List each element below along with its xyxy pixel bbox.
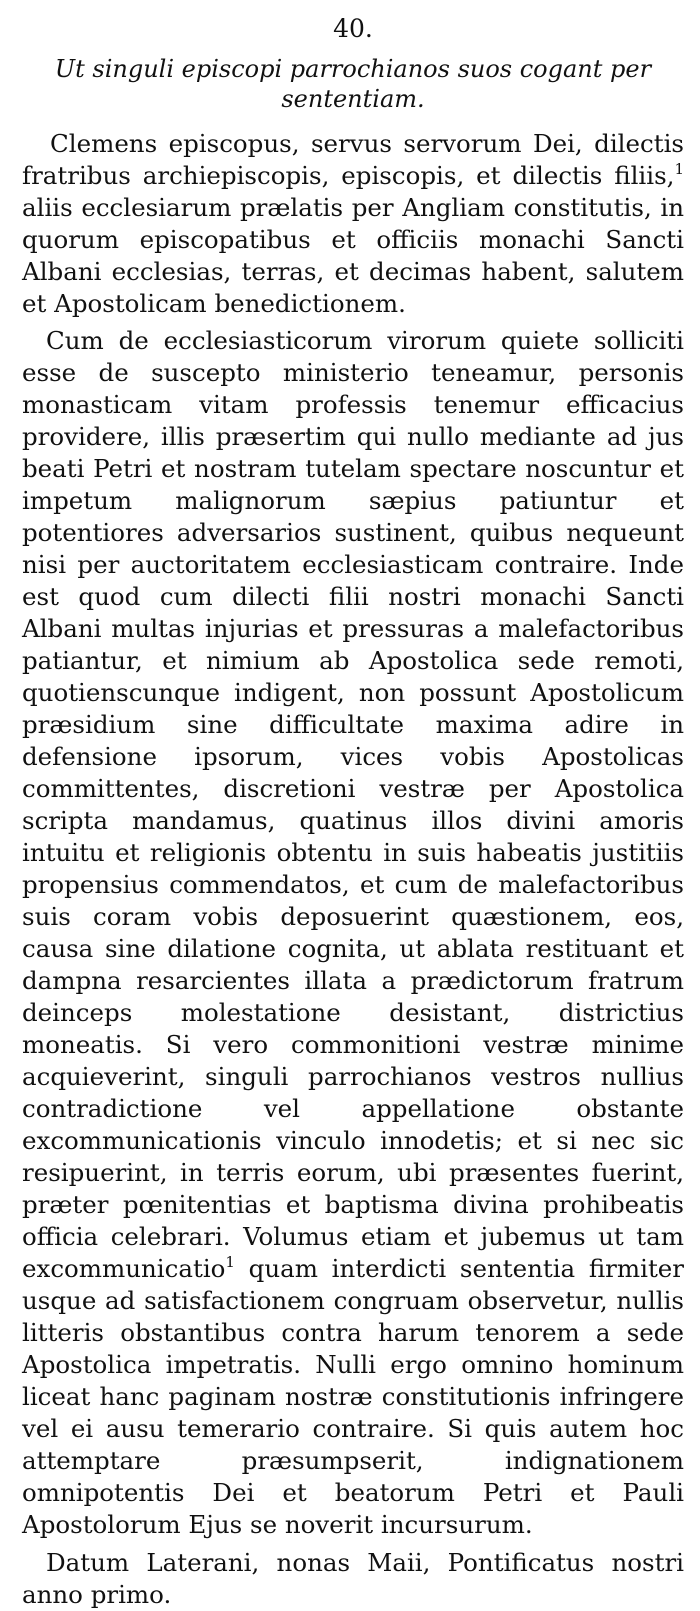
paragraph-text: quam interdicti sententia firmiter usque ad satisfactionem congruam observetur, nullis litteris obstantibus contra harum tenorem a sede Apostolica impetratis. Nulli ergo omnino hominum liceat hanc paginam nostræ constitutionis infringere vel ei ausu temerario contraire. Si quis autem hoc attemptare præsumpserit, indignationem omnipotentis Dei et beatorum Petri et Pauli Apostolorum Ejus se noverit incursurum. [22,1254,684,1539]
paragraph-salutation [22,128,684,320]
paragraph-text: Datum Laterani, nonas Maii, Pontificatus nostri anno primo. [22,1548,684,1609]
footnote-marker: 1 [674,160,684,178]
paragraph-body [22,325,684,1541]
chapter-heading: Ut singuli episcopi parrochianos suos cogant per sententiam. [54,55,652,113]
paragraph-text: Clemens episcopus, servus servorum Dei, dilectis fratribus archiepiscopis, episcopis, et dilectis filiis, [22,129,684,190]
footnote-marker: 1 [225,1253,235,1271]
paragraph-dating-clause [22,1547,684,1611]
paragraph-text: aliis ecclesiarum prælatis per Angliam constitutis, in quorum episcopatibus et officiis monachi Sancti Albani ecclesias, terras, et decimas habent, salutem et Apostolicam benedictionem. [22,193,684,318]
paragraph-text: Cum de ecclesiasticorum virorum quiete solliciti esse de suscepto ministerio teneamur, personis monasticam vitam professis tenemur efficacius providere, illis præsertim qui nullo mediante ad jus beati Petri et nostram tutelam spectare noscuntur et impetum malignorum sæpius patiuntur et potentiores adversarios sustinent, quibus nequeunt nisi per auctoritatem ecclesiasticam contraire. Inde est quod cum dilecti filii nostri monachi Sancti Albani multas injurias et pressuras a malefactoribus patiantur, et nimium ab Apostolica sede remoti, quotienscunque indigent, non possunt Apostolicum præsidium sine difficultate maxima adire in defensione ipsorum, vices vobis Apostolicas committentes, discretioni vestræ per Apostolica scripta mandamus, quatinus illos divini amoris intuitu et religionis obtentu in suis habeatis justitiis propensius commendatos, et cum de malefactoribus suis coram vobis deposuerint quæstionem, eos, causa sine dilatione cognita, ut ablata restituant et dampna resarcientes illata a prædictorum fratrum deinceps molestatione desistant, districtius moneatis. Si vero commonitioni vestræ minime acquieverint, singuli parrochianos vestros nullius contradictione vel appellatione obstante excommunicationis vinculo innodetis; et si nec sic resipuerint, in terris eorum, ubi præsentes fuerint, præter pœnitentias et baptisma divina prohibeatis officia celebrari. Volumus etiam et jubemus ut tam excommunicatio [22,326,684,1283]
page-number: 40. [333,14,373,43]
